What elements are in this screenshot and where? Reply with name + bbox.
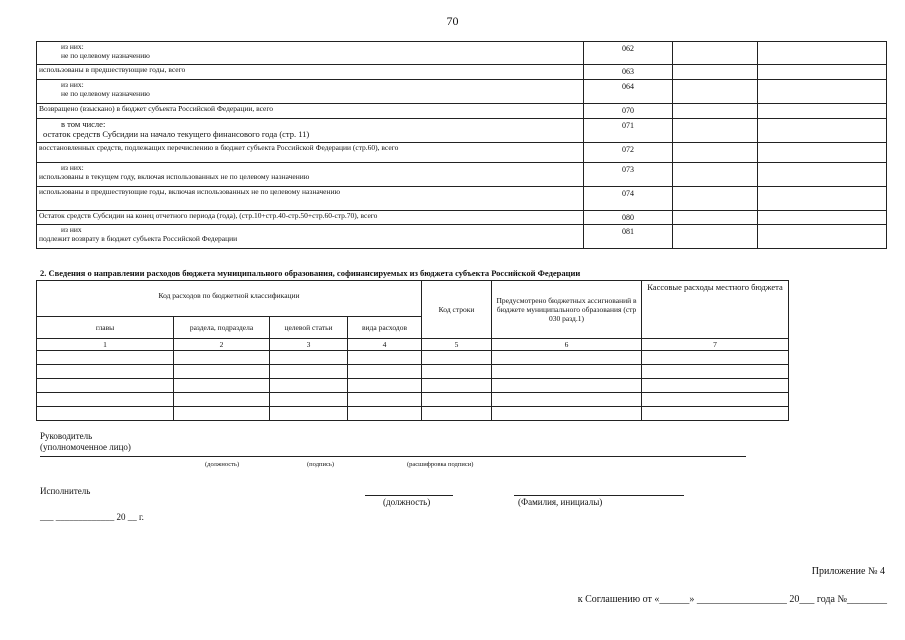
- empty-cell: [422, 393, 492, 407]
- agreement-reference: к Соглашению от «______» __________________ 20___ года №________: [577, 594, 887, 605]
- table-row: [37, 104, 887, 119]
- row-label-line: не по целевому назначению: [61, 51, 150, 60]
- empty-cell: [348, 379, 422, 393]
- table-row: [37, 365, 789, 379]
- empty-cell: [492, 393, 642, 407]
- cash-expenses-header: Кассовые расходы местного бюджета: [642, 281, 789, 339]
- position-caption: (должность): [205, 461, 240, 468]
- decode-caption: (расшифровка подписи): [407, 461, 474, 468]
- empty-cell: [37, 379, 174, 393]
- value-cell: [673, 163, 758, 187]
- value-cell: [758, 187, 887, 211]
- empty-cell: [422, 407, 492, 421]
- row-label-line: восстановленных средств, подлежащих перечислению в бюджет субъекта Российской Федерации (стр.60), всего: [39, 143, 399, 152]
- empty-cell: [348, 351, 422, 365]
- empty-cell: [492, 407, 642, 421]
- row-code: 063: [584, 65, 673, 80]
- row-code: 072: [584, 143, 673, 163]
- value-cell: [758, 211, 887, 225]
- row-label: [37, 104, 584, 119]
- value-cell: [673, 143, 758, 163]
- executor-label: Исполнитель: [40, 486, 91, 496]
- row-label: [37, 225, 584, 249]
- row-label: [37, 211, 584, 225]
- executor-name-line: [514, 495, 684, 496]
- table-row: [37, 119, 887, 143]
- row-label-line: из них: [61, 225, 82, 234]
- empty-cell: [37, 393, 174, 407]
- sign-caption: (подпись): [307, 461, 334, 468]
- subheader-chapter: главы: [37, 317, 174, 339]
- empty-cell: [422, 379, 492, 393]
- expenses-table: [36, 280, 789, 421]
- col-number: 6: [492, 339, 642, 351]
- table-row: [37, 393, 789, 407]
- table-row: [37, 351, 789, 365]
- page-number: 70: [446, 14, 459, 28]
- row-label-line: использованы в предшествующие годы, всего: [39, 65, 186, 74]
- col-number: 5: [422, 339, 492, 351]
- empty-cell: [492, 365, 642, 379]
- empty-cell: [642, 393, 789, 407]
- row-label-line: Остаток средств Субсидии на конец отчетного периода (года), (стр.10+стр.40-стр.50+стр.60-стр.70), всего: [39, 211, 378, 220]
- row-label-line: использованы в текущем году, включая использованных не по целевому назначению: [39, 172, 310, 181]
- empty-cell: [270, 407, 348, 421]
- empty-cell: [348, 407, 422, 421]
- row-label-line: из них:: [61, 80, 84, 89]
- row-label-line: не по целевому назначению: [61, 89, 150, 98]
- subheader-type: вида расходов: [348, 317, 422, 339]
- empty-cell: [270, 365, 348, 379]
- value-cell: [758, 163, 887, 187]
- row-code: 074: [584, 187, 673, 211]
- row-code: 062: [584, 42, 673, 65]
- empty-cell: [642, 365, 789, 379]
- row-label: [37, 42, 584, 65]
- empty-cell: [174, 407, 270, 421]
- subsidy-balance-table: [36, 41, 887, 249]
- value-cell: [758, 225, 887, 249]
- empty-cell: [270, 351, 348, 365]
- row-label-line: из них:: [61, 42, 84, 51]
- table-row: [37, 225, 887, 249]
- row-code: 081: [584, 225, 673, 249]
- table-row: [37, 407, 789, 421]
- row-label-line: остаток средств Субсидии на начало текущего финансового года (стр. 11): [43, 129, 310, 139]
- value-cell: [673, 211, 758, 225]
- empty-cell: [492, 379, 642, 393]
- empty-cell: [422, 351, 492, 365]
- empty-cell: [174, 365, 270, 379]
- col-number: 3: [270, 339, 348, 351]
- empty-cell: [37, 407, 174, 421]
- value-cell: [758, 65, 887, 80]
- empty-cell: [37, 365, 174, 379]
- col-number: 4: [348, 339, 422, 351]
- table-row: [37, 211, 887, 225]
- col-number: 1: [37, 339, 174, 351]
- signature-line: [40, 456, 746, 457]
- empty-cell: [492, 351, 642, 365]
- row-code: 064: [584, 80, 673, 104]
- col-number: 2: [174, 339, 270, 351]
- row-code: 070: [584, 104, 673, 119]
- value-cell: [673, 119, 758, 143]
- empty-cell: [348, 393, 422, 407]
- empty-cell: [174, 351, 270, 365]
- date-line: ___ _____________ 20 __ г.: [40, 512, 144, 522]
- value-cell: [673, 104, 758, 119]
- head-label: Руководитель: [40, 431, 93, 441]
- row-label: [37, 143, 584, 163]
- row-label-line: в том числе:: [61, 119, 106, 129]
- empty-cell: [348, 365, 422, 379]
- row-label-line: подлежит возврату в бюджет субъекта Российской Федерации: [39, 234, 238, 243]
- section-2-title: 2. Сведения о направлении расходов бюджета муниципального образования, софинансируемых из бюджета субъекта Российской Федерации: [40, 268, 581, 278]
- empty-cell: [642, 379, 789, 393]
- row-code: 073: [584, 163, 673, 187]
- value-cell: [758, 42, 887, 65]
- row-label-line: использованы в предшествующие годы, включая использованных не по целевому назначению: [39, 187, 341, 196]
- budget-code-header: Код расходов по бюджетной классификации: [37, 281, 422, 317]
- executor-position-caption: (должность): [383, 497, 431, 507]
- executor-position-line: [365, 495, 453, 496]
- empty-cell: [642, 407, 789, 421]
- empty-cell: [270, 393, 348, 407]
- row-label-line: Возвращено (взыскано) в бюджет субъекта Российской Федерации, всего: [39, 104, 274, 113]
- row-label: [37, 187, 584, 211]
- table-row: [37, 80, 887, 104]
- value-cell: [758, 119, 887, 143]
- executor-name-caption: (Фамилия, инициалы): [518, 497, 603, 507]
- row-label: [37, 80, 584, 104]
- value-cell: [673, 187, 758, 211]
- value-cell: [758, 80, 887, 104]
- table-row: [37, 163, 887, 187]
- row-code: 071: [584, 119, 673, 143]
- row-label: [37, 163, 584, 187]
- empty-cell: [37, 351, 174, 365]
- empty-cell: [422, 365, 492, 379]
- value-cell: [673, 225, 758, 249]
- value-cell: [673, 42, 758, 65]
- row-label-line: из них:: [61, 163, 84, 172]
- appendix-title: Приложение № 4: [811, 566, 885, 577]
- empty-cell: [642, 351, 789, 365]
- table-row: [37, 187, 887, 211]
- table-row: [37, 143, 887, 163]
- row-label: [37, 65, 584, 80]
- value-cell: [758, 143, 887, 163]
- authorized-person-label: (уполномоченное лицо): [40, 442, 131, 452]
- subheader-section: раздела, подраздела: [174, 317, 270, 339]
- row-label: [37, 119, 584, 143]
- table-row: [37, 42, 887, 65]
- table-row: [37, 65, 887, 80]
- value-cell: [673, 65, 758, 80]
- line-code-header: Код строки: [422, 281, 492, 339]
- subheader-target: целевой статьи: [270, 317, 348, 339]
- assigned-header: Предусмотрено бюджетных ассигнований в бюджете муниципального образования (стр 030 разд.1): [492, 281, 642, 339]
- value-cell: [758, 104, 887, 119]
- value-cell: [673, 80, 758, 104]
- empty-cell: [270, 379, 348, 393]
- table-row: [37, 379, 789, 393]
- col-number: 7: [642, 339, 789, 351]
- row-code: 080: [584, 211, 673, 225]
- empty-cell: [174, 393, 270, 407]
- empty-cell: [174, 379, 270, 393]
